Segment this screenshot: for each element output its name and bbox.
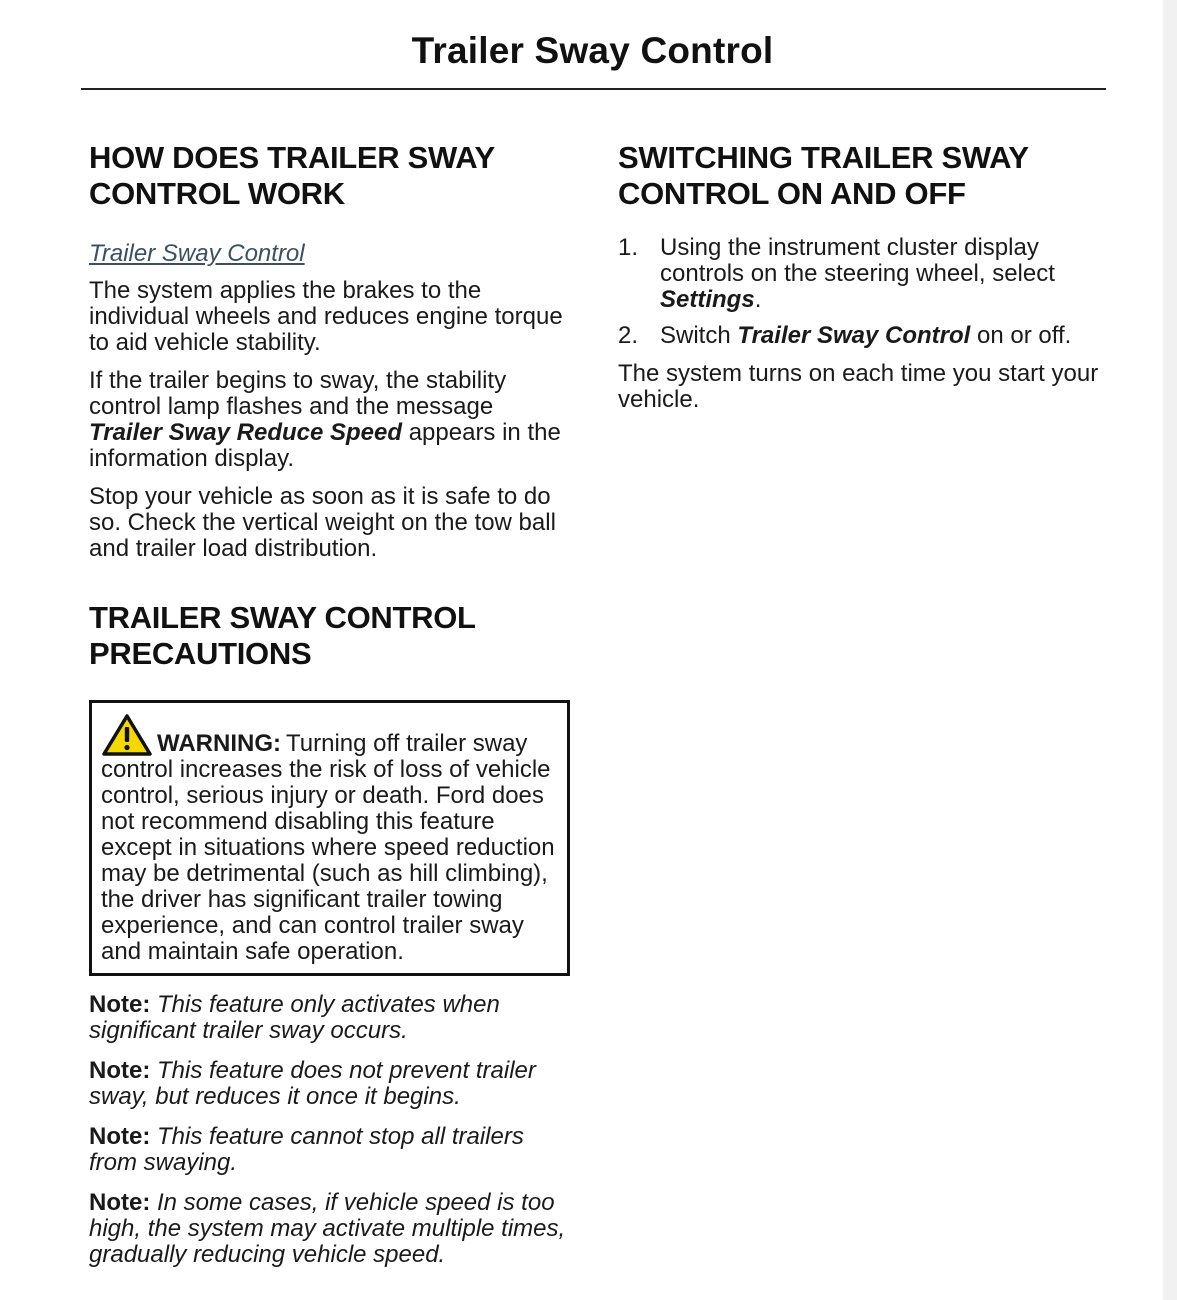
message-name: Trailer Sway Reduce Speed: [89, 419, 403, 446]
settings-menu-name: Settings: [660, 286, 755, 313]
step-text: [660, 323, 1071, 349]
note-label: Note:: [89, 1123, 151, 1150]
warning-text: Turning off trailer sway control increases the risk of loss of vehicle control, serious injury or death. Ford does not recommend disabling this feature except in situations where speed reduction may be detrimental (such as hill climbing), the driver has significant trailer towing experience, and can control trailer sway and maintain safe operation.: [101, 730, 555, 965]
warning-label: WARNING:: [157, 730, 281, 757]
step-text-part: Switch: [660, 322, 738, 349]
page-edge: [1163, 0, 1177, 1300]
left-column: [89, 140, 571, 1268]
note-item: [89, 992, 571, 1044]
right-column: [618, 140, 1113, 413]
step-text-part: .: [754, 286, 762, 313]
note-text: This feature cannot stop all trailers from swaying.: [89, 1123, 524, 1176]
page-title: Trailer Sway Control: [411, 30, 774, 71]
step-text-part: Using the instrument cluster display controls on the steering wheel, select: [660, 234, 1055, 287]
paragraph-trailer-sway: [89, 368, 571, 472]
steps-list: [618, 235, 1113, 349]
note-text: This feature does not prevent trailer sway, but reduces it once it begins.: [89, 1057, 536, 1110]
note-text: This feature only activates when significant trailer sway occurs.: [89, 991, 500, 1044]
step-number: 2.: [618, 322, 639, 349]
paragraph-system-applies: The system applies the brakes to the individual wheels and reduces engine torque to aid vehicle stability.: [89, 277, 563, 356]
paragraph-text: appears in the information display.: [89, 419, 561, 472]
step-text-part: on or off.: [970, 322, 1072, 349]
feature-name: Trailer Sway Control: [737, 322, 971, 349]
note-label: Note:: [89, 991, 151, 1018]
step-item: [618, 323, 1113, 349]
note-text: In some cases, if vehicle speed is too high, the system may activate multiple times, gradually reducing vehicle speed.: [89, 1189, 566, 1268]
note-label: Note:: [89, 1057, 151, 1084]
section-heading-precautions: TRAILER SWAY CONTROL PRECAUTIONS: [89, 600, 476, 671]
trailer-sway-control-link[interactable]: Trailer Sway Control: [89, 240, 305, 267]
warning-box: [89, 700, 570, 976]
step-text: [660, 235, 1113, 313]
warning-triangle-icon: [101, 713, 153, 757]
step-item: [618, 235, 1113, 313]
step-number: 1.: [618, 234, 639, 261]
note-item: [89, 1124, 571, 1176]
note-label: Note:: [89, 1189, 151, 1216]
paragraph-text: If the trailer begins to sway, the stability control lamp flashes and the message: [89, 367, 507, 420]
paragraph-stop-vehicle: Stop your vehicle as soon as it is safe to do so. Check the vertical weight on the tow ball and trailer load distribution.: [89, 483, 556, 562]
section-heading-switching: SWITCHING TRAILER SWAY CONTROL ON AND OFF: [618, 140, 1029, 211]
note-item: [89, 1058, 571, 1110]
section-heading-how-it-works: HOW DOES TRAILER SWAY CONTROL WORK: [89, 140, 495, 211]
title-divider: [81, 88, 1106, 90]
note-item: [89, 1190, 571, 1268]
paragraph-system-turns-on: The system turns on each time you start your vehicle.: [618, 360, 1099, 413]
